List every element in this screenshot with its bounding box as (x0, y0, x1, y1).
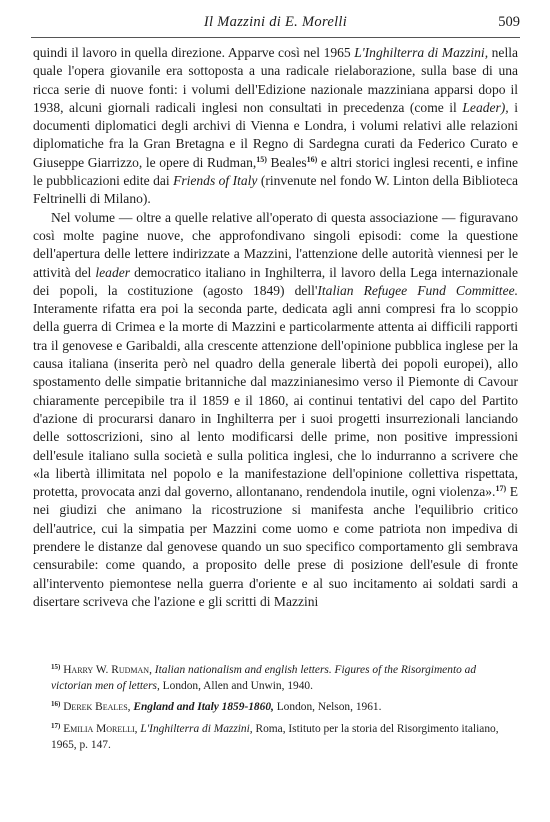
footnotes (33, 663, 518, 753)
footnote-15: $^{15)}$ Harry W. Rudman, Italian nationalism and english letters. Figures of the Risorgimento ad victorian men of letters, London, Allen and Unwin, 1940. (51, 663, 477, 692)
paragraph-2: Nel volume — oltre a quelle relative all'operato di questa associazione — figuravano così molte pagine nuove, che approfondivano singoli episodi: come la questione dell'apertura delle lettere indirizzate a Mazzini, l'attenzione delle autorità viennesi per le attività del leader democratico italiano in Inghilterra, il lavoro della Lega internazionale dei popoli, la costituzione (agosto 1849) dell'Italian Refugee Fund Committee. Interamente rifatta era poi la seconda parte, dedicata agli anni compresi fra lo scoppio della guerra di Crimea e la morte di Mazzini e particolarmente attenta ai difficili rapporti tra il genovese e Garibaldi, alla crescente attenzione dell'opinione pubblica inglese per la causa italiana (inserita però nel quadro della generale libertà dei popoli europei), allo spostamento delle simpatie britanniche dal mazzinianesimo verso il Piemonte di Cavour chiaramente percepibile tra il 1859 e il 1860, ai continui tentativi del capo del Partito d'azione di procurarsi danaro in Inghilterra per i suoi progetti insurrezionali lanciando delle sottoscrizioni, sino al lento modificarsi delle prime, non positive impressioni dell'esule italiano sulla società e sulla politica inglesi, che lo indurranno a scrivere che «la libertà illimitata nel popolo e la manifestazione dell'opinione collettiva rispettata, protetta, provocata anzi dal governo, allontanano, rendendola inutile, ogni violenza».$^{17)}$ E nei giudizi che animano la ricostruzione si manifesta anche l'equilibrio critico dell'autrice, cui la simpatia per Mazzini come uomo e come patriota non impediva di prendere le distanze dal genovese quando un suo specifico comportamento gli sembrava censurabile: come quando, a proposito delle prese di posizione dell'esule di fronte all'intervento piemontese nella guerra d'oriente e al suo incitamento ai soldati sardi a disertare scriveva che l'azione e gli scritti di Mazzini (33, 209, 518, 609)
footnote-ref-16: 16) (306, 154, 318, 164)
paragraph-1: quindi il lavoro in quella direzione. Apparve così nel 1965 L'Inghilterra di Mazzini, nella quale l'opera giovanile era sottoposta a una radicale rielaborazione, sulla base di una ricca serie di nuove fonti: i volumi dell'Edizione nazionale mazziniana apparsi dopo il 1938, alcuni giornali radicali inglesi non consultati in precedenza (come il Leader), i documenti diplomatici degli archivi di Vienna e Londra, i volumi relativi alle relazioni diplomatiche fra la Gran Bretagna e il Regno di Sardegna curati da Federico Curato e Giuseppe Giarrizzo, le opere di Rudman,$^{15)}$ Beales$^{16)}$ e altri storici inglesi recenti, e infine le pubblicazioni edite dai Friends of Italy (rinvenute nel fondo W. Linton della Biblioteca Feltrinelli di Milano). (33, 45, 519, 207)
footnote-ref-15: 15) (256, 154, 267, 164)
page-number: 509 (498, 14, 520, 30)
running-title: Il Mazzini di E. Morelli (203, 14, 348, 30)
running-header (31, 0, 520, 38)
footnote-17: $^{17)}$ Emilia Morelli, L'Inghilterra di Mazzini, Roma, Istituto per la storia del Risorgimento italiano, 1965, p. 147. (51, 721, 499, 751)
footnote-ref-17: 17) (495, 484, 507, 494)
main-text (33, 44, 518, 611)
footnote-16: $^{16)}$ Derek Beales, England and Italy 1859-1860, London, Nelson, 1961. (51, 700, 382, 714)
